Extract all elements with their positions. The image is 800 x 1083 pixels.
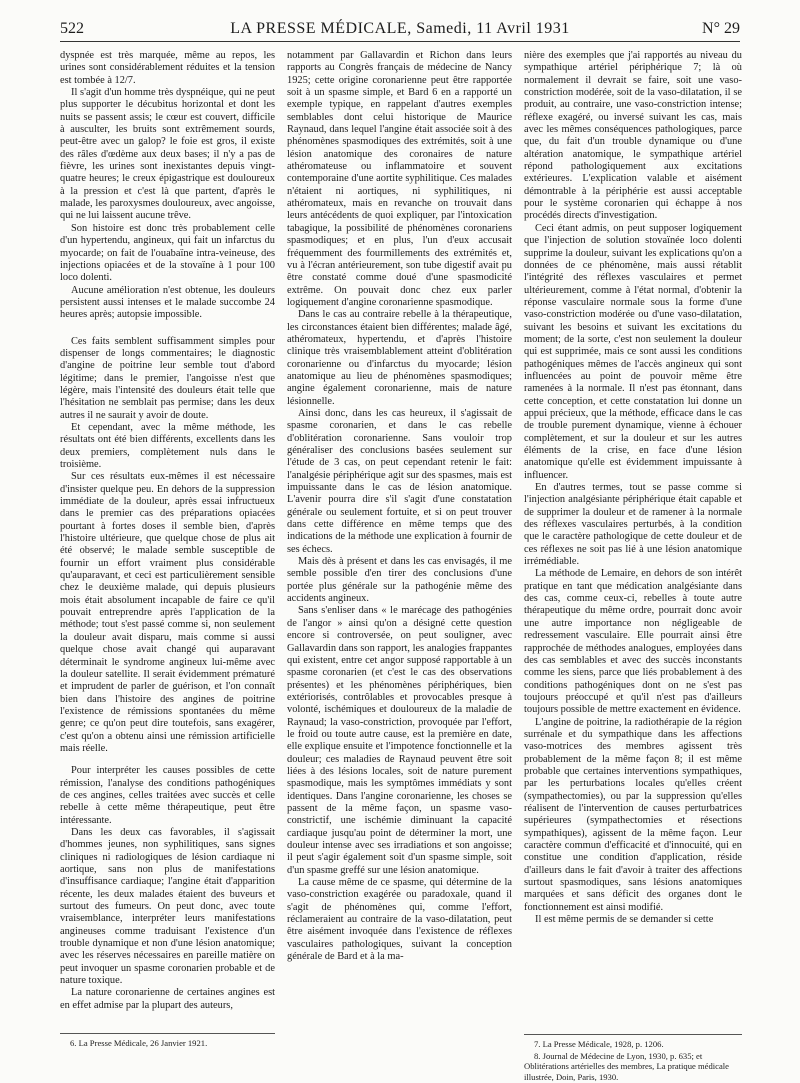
paragraph: Ces faits semblent suffisamment simples pour dispenser de longs commentaires; le diagnostic d'angine de poitrine leur semble tout d'abord légitime; dans le premier, l'angoisse n'est que légère, mais l'intensité des douleurs était telle que l'hésitation ne semblait pas permise; dans les deux autres il ne saurait y avoir de doute. (60, 335, 275, 421)
footnotes-column-1 (60, 1033, 275, 1050)
paragraph: Ainsi donc, dans les cas heureux, il s'agissait de spasme coronarien, et dans le cas rebelle d'oblitération coronarienne. Sans vouloir trop généraliser des conclusions basées seulement sur l'étude de 3 cas, on peut cependant retenir le fait: l'analgésie périphérique agit sur des spasmes, mais est impuissante dans le cas de lésion anatomique. L'avenir pourra dire s'il s'agit d'une constatation générale ou seulement fortuite, et si on peut trouver dans cette différence en même temps que des indications de la méthode une explication à fournir de ses échecs. (287, 407, 512, 555)
page-number: 522 (60, 20, 84, 37)
paragraph: La nature coronarienne de certaines angines est en effet admise par la plupart des auteurs, (60, 987, 275, 1011)
footnote-6: 6. La Presse Médicale, 26 Janvier 1921. (70, 1038, 208, 1048)
paragraph: nière des exemples que j'ai rapportés au niveau du sympathique artériel périphérique 7; là où normalement il devrait se faire, soit une vaso-constriction modérée, soit de la vaso-dilatation, il se produit, au contraire, une vaso-constriction intense; réflexe exagéré, ou inversé suivant les cas, mais avec les mêmes conséquences pathologiques, parce que, du fait d'un trouble dynamique ou d'une altération anatomique, le sympathique artériel répond pathologiquement aux excitations extérieures. L'explication valable et aisément démontrable à la périphérie est aussi acceptable pour le système coronarien qui échappe à nos procédés directs d'investigation. (524, 50, 742, 222)
paragraph: Sans s'enliser dans « le marécage des pathogénies de l'angor » ainsi qu'on a désigné cette question encore si controversée, on peut souligner, avec Gallavardin dans son rapport, les analogies frappantes qui existent, entre cet angor supposé rapportable à un spasme coronarien (et c'est le cas des observations présentes) et les phénomènes périphériques, bien extériorisés, contrôlables et provocables presque à volonté, ischémiques et douloureux de la maladie de Raynaud; la vaso-constriction, provoquée par l'effort, le froid ou toute autre cause, est la première en date, elle explique ensuite et l'impotence fonctionnelle et la douleur; ces maladies de Raynaud peuvent être soit liées à des lésions locales, soit de nature purement spasmodique, mais les symptômes immédiats y sont identiques. Dans l'angine coronarienne, les choses se passent de la même façon, un spasme vaso-constrictif, une ischémie diminuant la capacité cardiaque jusqu'au point de déterminer la mort, une douleur intense avec ses irradiations et son angoisse; il peut s'agir également soit d'un spasme simple, soit d'un spasme greffé sur une lésion anatomique. (287, 605, 512, 876)
footnote-8: 8. Journal de Médecine de Lyon, 1930, p. 635; et Oblitérations artérielles des membres, La pratique médicale illustrée, Doin, Paris, 1930. (524, 1050, 729, 1082)
paragraph: Dans les deux cas favorables, il s'agissait d'hommes jeunes, non syphilitiques, sans signes cliniques ni radiologiques de lésion cardiaque ni aortique, sans non plus de manifestations d'insuffisance cardiaque; l'angine était d'apparition récente, les deux malades étaient des buveurs et surtout des fumeurs. On peut donc, avec toute vraisemblance, interpréter leurs manifestations angineuses comme traduisant l'existence d'un trouble dynamique et non d'une lésion anatomique; avec les réserves nécessaires en pareille matière on peut invoquer un spasme coronarien probable et de nature toxique. (60, 826, 275, 987)
paragraph: L'angine de poitrine, la radiothérapie de la région surrénale et du sympathique dans les affections vaso-motrices des membres agissent très probablement de la même façon 8; il est même probable que certaines interventions sympathiques, par les perturbations locales qu'elles créent (sympathectomies), ou par la suppression qu'elles réalisent de l'intervention de causes perturbatrices supérieures (sympathectomies et résections sympathiques), agissent de la même façon. Leur caractère commun d'efficacité et d'innocuité, qui en constitue une condition d'application, réside d'ailleurs dans le fait d'avoir à traiter des affections surtout spasmodiques, sans lésions anatomiques marquées et sans déficit des organes dont le fonctionnement est ainsi modifié. (524, 716, 742, 913)
paragraph: Aucune amélioration n'est obtenue, les douleurs persistent aussi intenses et le malade succombe 24 heures après; autopsie impossible. (60, 284, 275, 321)
paragraph: Il s'agit d'un homme très dyspnéique, qui ne peut plus supporter le décubitus horizontal et dont les nuits se passent assis; le cœur est couvert, difficile à ausculter, les bruits sont extrêmement sourds, peut-être avec un galop? le foie est gros, il existe des râles d'œdème aux deux bases; il n'y a pas de fièvre, les urines sont inexistantes depuis vingt-quatre heures; le creux épigastrique est douloureux à la pression et c'est là que partent, d'après le malade, les paroxysmes douloureux, avec angoisse, qui ne lui laissent aucune trêve. (60, 87, 275, 222)
journal-title: LA PRESSE MÉDICALE, Samedi, 11 Avril 1931 (230, 20, 570, 37)
paragraph: Son histoire est donc très probablement celle d'un hypertendu, angineux, qui fait un infarctus du myocarde; on fait de l'ouabaïne intra-veineuse, des injections opiacées et de la stovaïne à 1 pour 100 loco dolenti. (60, 222, 275, 284)
running-header (60, 20, 740, 40)
paragraph: dyspnée est très marquée, même au repos, les urines sont considérablement réduites et la tension est tombée à 12/7. (60, 50, 275, 86)
paragraph: Pour interpréter les causes possibles de cette rémission, l'analyse des conditions pathogéniques de ces angines, celles traitées avec succès et celle rebelle à cette même thérapeutique, peut être intéressante. (60, 765, 275, 826)
paragraph: La cause même de ce spasme, qui détermine de la vaso-constriction exagérée ou paradoxale, quand il s'agit de phénomènes qui, comme l'effort, réclameraient au contraire de la vaso-dilatation, peut être aisément invoquée dans l'existence de réflexes vasculaires pathologiques, suivant la conception générale de Bard et à la ma- (287, 877, 512, 963)
paragraph: Il est même permis de se demander si cette (535, 914, 714, 926)
footnote-7: 7. La Presse Médicale, 1928, p. 1206. (534, 1039, 664, 1049)
column-3 (524, 50, 742, 926)
paragraph: Mais dès à présent et dans les cas envisagés, il me semble possible d'en tirer des conclusions d'une portée plus générale sur la pathogénie même des accidents angineux. (287, 556, 512, 605)
paragraph: Sur ces résultats eux-mêmes il est nécessaire d'insister quelque peu. En dehors de la suppression immédiate de la douleur, après essai infructueux dans le premier cas des préparations opiacées pourtant à fortes doses il semble bien, d'après l'histoire ultérieure, que quelque chose de plus ait été observé; le malade semble susceptible de fournir un effort vraiment plus considérable qu'auparavant, et ceci est particulièrement sensible chez le deuxième malade, qui depuis plusieurs mois était absolument incapable de faire ce qu'il pouvait entreprendre après l'application de la méthode; tout s'est passé comme si, non seulement la douleur avait disparu, mais comme si aussi quelque chose avait changé qui auparavant déterminait le syndrome angineux lui-même avec la douleur satellite. Il serait évidemment prématuré et imprudent de parler de guérison, et l'on connaît bien dans l'histoire des angines de poitrine l'existence de rémissions spontanées du même genre; ce qu'on peut dire toutefois, sans exagérer, c'est qu'on a obtenu ainsi une rémission artificielle mais réelle. (60, 471, 275, 754)
header-rule (60, 41, 740, 42)
paragraph: La méthode de Lemaire, en dehors de son intérêt pratique en tant que médication analgésiante dans des cas, comme ceux-ci, rebelles à toute autre thérapeutique du même ordre, pourrait donc avoir une autre importance non négligeable de redressement vasculaire. Elle pourrait ainsi être rapprochée de méthodes analogues, employées dans des cas semblables et avec des succès inconstants comme les siens, parce que liés probablement à des conditions pathogéniques dont on ne s'est pas toujours préoccupé et qu'il n'est pas d'ailleurs toujours possible de mettre exactement en évidence. (524, 568, 742, 716)
issue-number: N° 29 (702, 20, 740, 37)
footnotes-column-3 (524, 1034, 742, 1083)
paragraph: Et cependant, avec la même méthode, les résultats ont été bien différents, excellents dans les deux premiers, complètement nuls dans le troisième. (60, 421, 275, 470)
column-1 (60, 50, 275, 1012)
column-2 (287, 50, 512, 963)
paragraph: Dans le cas au contraire rebelle à la thérapeutique, les circonstances étaient bien différentes; malade âgé, athéromateux, hypertendu, et d'après l'histoire clinique très vraisemblablement atteint d'oblitération coronarienne ou d'infarctus du myocarde; lésion anatomique au lieu de phénomènes spasmodiques; angine également coronarienne, mais de nature lésionnelle. (287, 309, 512, 407)
paragraph: notamment par Gallavardin et Richon dans leurs rapports au Congrès français de médecine de Nancy 1925; cette origine coronarienne peut être rapportée soit à un spasme simple, et Bard 6 en a rapporté un exemple typique, en rappelant d'autres exemples semblables dont celui historique de Maurice Raynaud, dans lequel l'angine était associée soit à des phénomènes spasmodiques des extrémités, soit à une lésion anatomique des coronaires de nature athéromateuse ou inflammatoire et souvent contemporaine d'une aortite syphilitique. Ces malades n'étaient ni aortiques, ni syphilitiques, ni athéromateux, mais en revanche on trouvait dans leurs antécédents de quoi expliquer, par l'intoxication tabagique, la possibilité de phénomènes coronariens spasmodiques; et en plus, l'un d'eux accusait fréquemment des fourmillements des extrémités et, vu à l'écran antérieurement, son tube digestif avait pu être constaté comme doué d'une spasmodicité extrême. On pouvait donc chez eux parler logiquement d'angine coronarienne spasmodique. (287, 50, 512, 308)
paragraph: En d'autres termes, tout se passe comme si l'injection analgésiante périphérique était capable et de supprimer la douleur et de ramener à la normale des réflexes vasculaires perturbés, à la condition que le caractère pathologique de cette douleur et de ces réflexes ne soit pas lié à une lésion anatomique irrémédiable. (524, 482, 742, 568)
paragraph: Ceci étant admis, on peut supposer logiquement que l'injection de solution stovaïnée loco dolenti supprime la douleur, suivant les explications qu'on a données de ce phénomène, mais aussi rétablit l'intégrité des réflexes vasculaires et permet ultérieurement, comme à l'état normal, d'obtenir la réponse vasculaire normale sous la forme d'une vaso-constriction modérée ou d'une vaso-dilatation, suivant les besoins et suivant les excitations du moment; de la sorte, c'est non seulement la douleur qui est supprimée, mais ce sont aussi les conditions pathogéniques mêmes de l'accès angineux qui sont influencées au point de pouvoir même être ramenées à la normale. Il n'est pas étonnant, dans cette conception, et cette constatation lui donne un appui précieux, que la méthode, efficace dans le cas de trouble purement dynamique, vienne à échouer complètement, et sur la douleur et sur les autres éléments de la crise, en face d'une lésion anatomique qu'elle est évidemment impuissante à influencer. (524, 222, 742, 481)
